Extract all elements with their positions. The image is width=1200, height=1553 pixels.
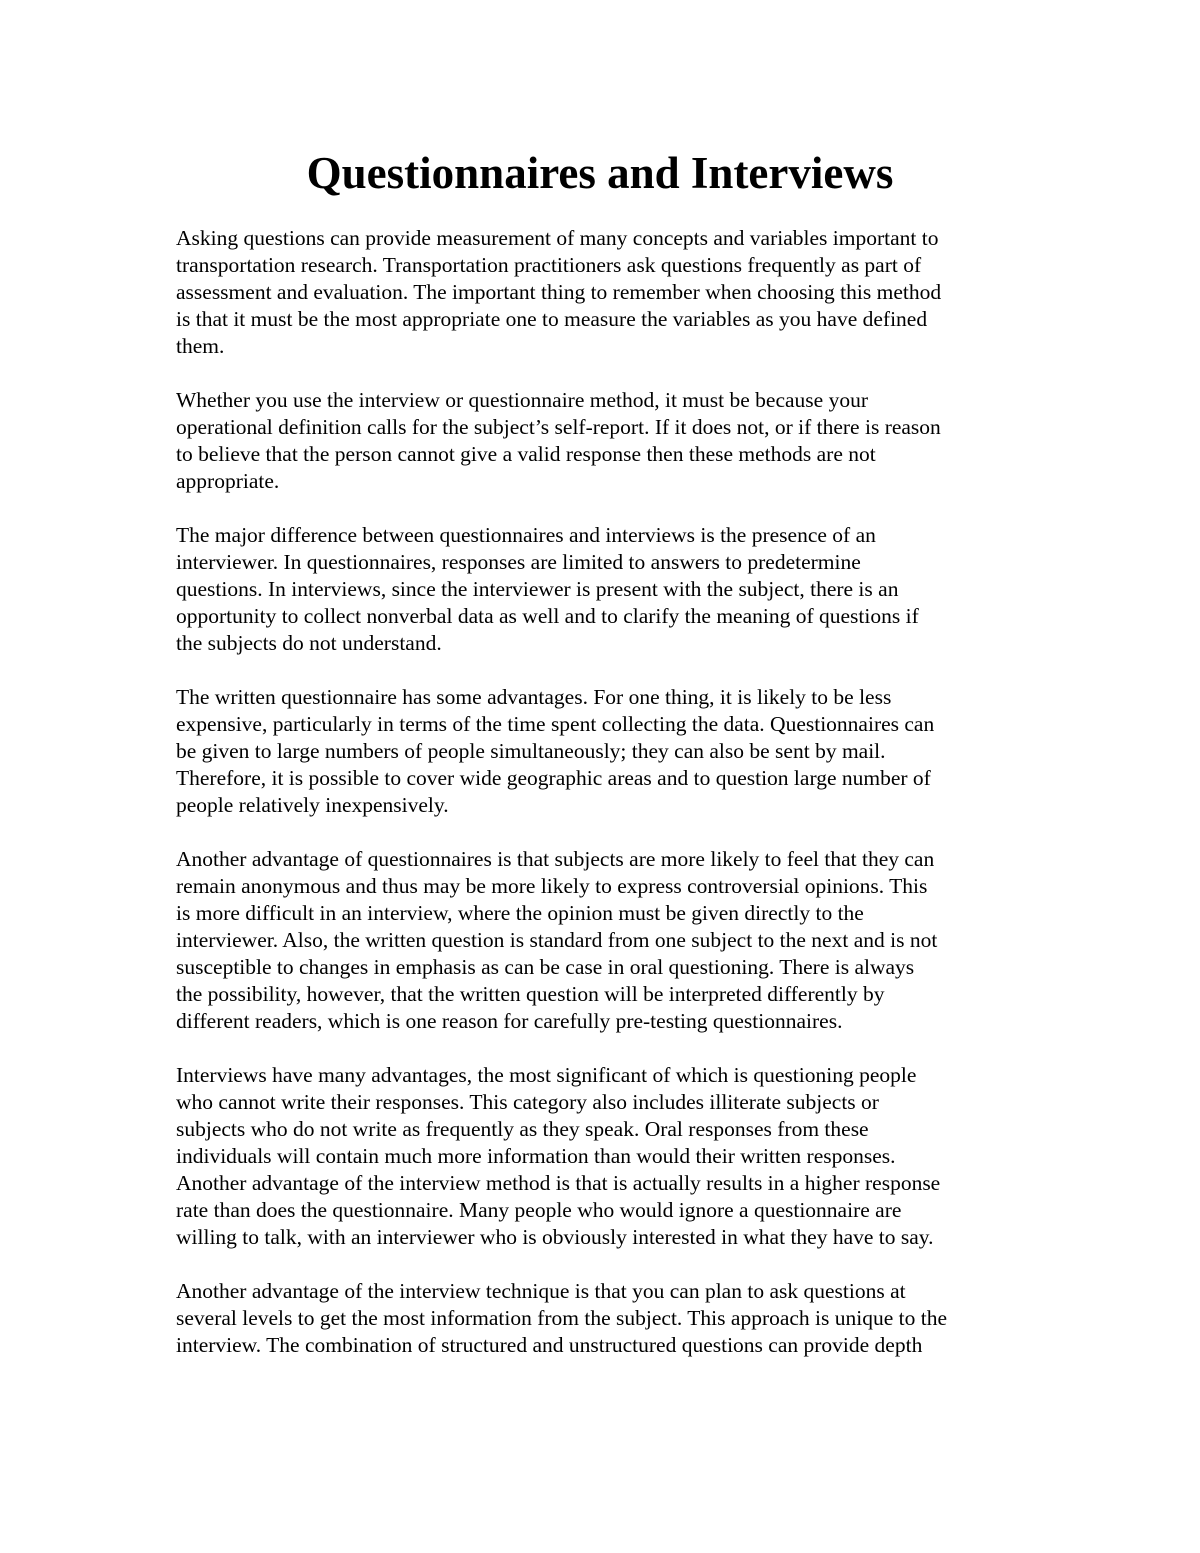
text-line: Therefore, it is possible to cover wide geographic areas and to question large number of <box>176 766 931 790</box>
text-line: the possibility, however, that the written question will be interpreted differently by <box>176 982 885 1006</box>
text-line: different readers, which is one reason for carefully pre-testing questionnaires. <box>176 1009 843 1033</box>
text-line: individuals will contain much more information than would their written responses. <box>176 1144 896 1168</box>
text-line: Whether you use the interview or questionnaire method, it must be because your <box>176 388 868 412</box>
text-line: Interviews have many advantages, the most significant of which is questioning people <box>176 1063 917 1087</box>
text-line: interview. The combination of structured and unstructured questions can provide depth <box>176 1333 923 1357</box>
text-line: expensive, particularly in terms of the time spent collecting the data. Questionnaires can <box>176 712 935 736</box>
text-line: is more difficult in an interview, where the opinion must be given directly to the <box>176 901 864 925</box>
paragraph-intro <box>176 225 1036 360</box>
text-line: willing to talk, with an interviewer who is obviously interested in what they have to say. <box>176 1225 934 1249</box>
text-line: questions. In interviews, since the interviewer is present with the subject, there is an <box>176 577 899 601</box>
text-line: appropriate. <box>176 469 280 493</box>
text-line: interviewer. Also, the written question is standard from one subject to the next and is not <box>176 928 938 952</box>
paragraph-method-choice <box>176 387 1036 495</box>
text-line: to believe that the person cannot give a valid response then these methods are not <box>176 442 876 466</box>
text-line: subjects who do not write as frequently as they speak. Oral responses from these <box>176 1117 869 1141</box>
text-line: be given to large numbers of people simultaneously; they can also be sent by mail. <box>176 739 886 763</box>
paragraph-major-difference <box>176 522 1036 657</box>
text-line: who cannot write their responses. This category also includes illiterate subjects or <box>176 1090 879 1114</box>
page-title: Questionnaires and Interviews <box>306 148 894 198</box>
text-line: Another advantage of questionnaires is that subjects are more likely to feel that they can <box>176 847 935 871</box>
text-line: them. <box>176 334 225 358</box>
paragraph-interview-advantages <box>176 1062 1036 1251</box>
text-line: The written questionnaire has some advantages. For one thing, it is likely to be less <box>176 685 892 709</box>
text-line: Asking questions can provide measurement of many concepts and variables important to <box>176 226 939 250</box>
text-line: The major difference between questionnaires and interviews is the presence of an <box>176 523 876 547</box>
text-line: interviewer. In questionnaires, responses are limited to answers to predetermine <box>176 550 861 574</box>
text-line: rate than does the questionnaire. Many people who would ignore a questionnaire are <box>176 1198 902 1222</box>
paragraph-questionnaire-advantages <box>176 684 1036 819</box>
paragraph-interview-technique <box>176 1278 1036 1359</box>
text-line: susceptible to changes in emphasis as can be case in oral questioning. There is always <box>176 955 915 979</box>
text-line: several levels to get the most information from the subject. This approach is unique to the <box>176 1306 948 1330</box>
text-line: Another advantage of the interview method is that is actually results in a higher response <box>176 1171 941 1195</box>
text-line: Another advantage of the interview technique is that you can plan to ask questions at <box>176 1279 906 1303</box>
text-line: transportation research. Transportation practitioners ask questions frequently as part of <box>176 253 922 277</box>
document-body <box>176 225 1036 1386</box>
text-line: the subjects do not understand. <box>176 631 442 655</box>
text-line: opportunity to collect nonverbal data as well and to clarify the meaning of questions if <box>176 604 919 628</box>
text-line: people relatively inexpensively. <box>176 793 449 817</box>
text-line: remain anonymous and thus may be more likely to express controversial opinions. This <box>176 874 928 898</box>
text-line: assessment and evaluation. The important thing to remember when choosing this method <box>176 280 942 304</box>
text-line: operational definition calls for the subject’s self-report. If it does not, or if there is reason <box>176 415 941 439</box>
paragraph-anonymity <box>176 846 1036 1035</box>
text-line: is that it must be the most appropriate one to measure the variables as you have defined <box>176 307 928 331</box>
